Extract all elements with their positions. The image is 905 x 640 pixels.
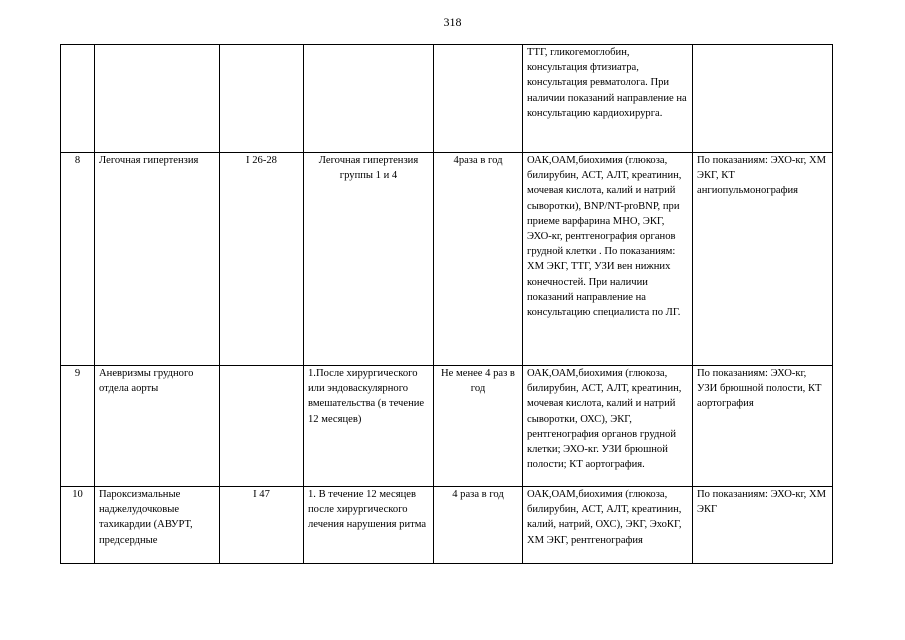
additional-exam-cell	[693, 45, 833, 153]
frequency-cell	[434, 45, 523, 153]
icd-code-cell: I 47	[220, 487, 304, 564]
diagnosis-name-cell: Пароксизмальные наджелудочковые тахикардии (АВУРТ, предсердные	[95, 487, 220, 564]
row-number-cell	[61, 45, 95, 153]
table-row	[61, 366, 833, 487]
observation-term-cell: Легочная гипертензия группы 1 и 4	[304, 153, 434, 366]
diagnosis-name-cell: Легочная гипертензия	[95, 153, 220, 366]
frequency-cell: 4 раза в год	[434, 487, 523, 564]
row-number-cell: 10	[61, 487, 95, 564]
frequency-cell: 4раза в год	[434, 153, 523, 366]
table-row	[61, 153, 833, 366]
monitoring-table	[60, 44, 833, 564]
additional-exam-cell: По показаниям: ЭХО-кг, ХМ ЭКГ	[693, 487, 833, 564]
icd-code-cell	[220, 45, 304, 153]
diagnosis-name-cell	[95, 45, 220, 153]
observation-term-cell: 1.После хирургического или эндоваскулярного вмешательства (в течение 12 месяцев)	[304, 366, 434, 487]
examination-cell: ОАК,ОАМ,биохимия (глюкоза, билирубин, АСТ, АЛТ, креатинин, мочевая кислота, калий и натрий сыворотки), BNP/NT-proBNP, при приеме варфарина МНО, ЭКГ, ЭХО-кг, рентгенография органов грудной клетки . По показаниям: ХМ ЭКГ, ТТГ, УЗИ вен нижних конечностей. При наличии показаний направление на консультацию специалиста по ЛГ.	[523, 153, 693, 366]
row-number-cell: 9	[61, 366, 95, 487]
frequency-cell: Не менее 4 раз в год	[434, 366, 523, 487]
table-row	[61, 487, 833, 564]
examination-cell: ОАК,ОАМ,биохимия (глюкоза, билирубин, АСТ, АЛТ, креатинин, мочевая кислота, калий и натрий сыворотки, ОХС), ЭКГ, рентгенография органов грудной клетки; ЭХО-кг. УЗИ брюшной полости; КТ аортография.	[523, 366, 693, 487]
observation-term-cell: 1. В течение 12 месяцев после хирургического лечения нарушения ритма	[304, 487, 434, 564]
page-number: 318	[443, 15, 462, 29]
additional-exam-cell: По показаниям: ЭХО-кг, УЗИ брюшной полости, КТ аортография	[693, 366, 833, 487]
table-row	[61, 45, 833, 153]
examination-cell: ОАК,ОАМ,биохимия (глюкоза, билирубин, АСТ, АЛТ, креатинин, калий, натрий, ОХС), ЭКГ, ЭхоКГ, ХМ ЭКГ, рентгенография	[523, 487, 693, 564]
icd-code-cell	[220, 366, 304, 487]
additional-exam-cell: По показаниям: ЭХО-кг, ХМ ЭКГ, КТ ангиопульмонография	[693, 153, 833, 366]
observation-term-cell	[304, 45, 434, 153]
diagnosis-name-cell: Аневризмы грудного отдела аорты	[95, 366, 220, 487]
examination-cell: ТТГ, гликогемоглобин, консультация фтизиатра, консультация ревматолога. При наличии показаний направление на консультацию кардиохирурга.	[523, 45, 693, 153]
row-number-cell: 8	[61, 153, 95, 366]
icd-code-cell: I 26-28	[220, 153, 304, 366]
